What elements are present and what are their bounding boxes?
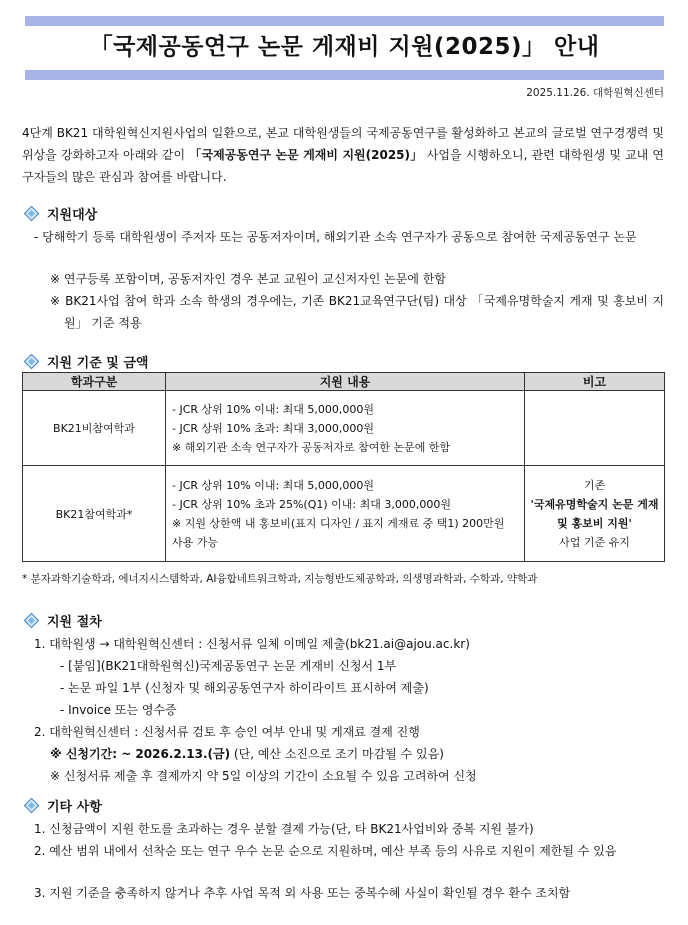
table-row [23, 391, 665, 466]
diamond-bullet-icon [24, 798, 40, 814]
diamond-bullet-icon [24, 206, 40, 222]
row-content: - JCR 상위 10% 이내: 최대 5,000,000원 - JCR 상위 10% 초과 25%(Q1) 이내: 최대 3,000,000원 ※ 지원 상한액 내 홍보비(표지 디자인 / 표지 게재료 중 택1) 200만원 사용 가능 [166, 466, 525, 562]
section-criteria-heading: 지원 기준 및 금액 [22, 352, 148, 371]
row-content: - JCR 상위 10% 이내: 최대 5,000,000원 - JCR 상위 10% 초과: 최대 3,000,000원 ※ 해외기관 소속 연구자가 공동저자로 참여한 논문에 한함 [166, 391, 525, 466]
title-bottom-band [25, 70, 664, 80]
procedure-step-1: 1. 대학원생 → 대학원혁신센터 : 신청서류 일체 이메일 제출(bk21.ai@ajou.ac.kr) [34, 637, 470, 651]
eligibility-line: - 당해학기 등록 대학원생이 주저자 또는 공동저자이며, 해외기관 소속 연구자가 공동으로 참여한 국제공동연구 논문 [34, 230, 637, 244]
row-dept: BK21비참여학과 [23, 391, 166, 466]
diamond-bullet-icon [24, 354, 40, 370]
table-row [23, 466, 665, 562]
procedure-note: ※ 신청서류 제출 후 결제까지 약 5일 이상의 기간이 소요될 수 있음 고려하여 신청 [50, 769, 477, 783]
eligibility-note-2: ※ BK21사업 참여 학과 소속 학생의 경우에는, 기존 BK21교육연구단(팀) 대상 「국제유명학술지 게재 및 홍보비 지원」 기준 적용 [50, 294, 664, 330]
diamond-bullet-icon [24, 613, 40, 629]
misc-item-1: 1. 신청금액이 지원 한도를 초과하는 경우 분할 결제 가능(단, 타 BK21사업비와 중복 지원 불가) [34, 822, 534, 836]
application-period: ※ 신청기간: ~ 2026.2.13.(금) (단, 예산 소진으로 조기 마감될 수 있음) [50, 747, 444, 761]
eligibility-note-1: ※ 연구등록 포함이며, 공동저자인 경우 본교 교원이 교신저자인 논문에 한함 [50, 272, 446, 286]
intro-program-name: 「국제공동연구 논문 게재비 지원(2025)」 [189, 148, 423, 162]
section-misc-heading: 기타 사항 [22, 796, 102, 815]
intro-paragraph [22, 122, 664, 188]
procedure-sub-3: - Invoice 또는 영수증 [60, 703, 177, 717]
criteria-table [22, 372, 665, 562]
header-content: 지원 내용 [166, 373, 525, 391]
section-procedure-heading: 지원 절차 [22, 611, 102, 630]
section-eligibility-heading: 지원대상 [22, 204, 97, 223]
procedure-step-2: 2. 대학원혁신센터 : 신청서류 검토 후 승인 여부 안내 및 게재료 결제 진행 [34, 725, 420, 739]
table-header-row [23, 373, 665, 391]
procedure-sub-1: - [붙임](BK21대학원혁신)국제공동연구 논문 게재비 신청서 1부 [60, 659, 397, 673]
page-title: 「국제공동연구 논문 게재비 지원(2025)」 안내 [89, 34, 600, 60]
participating-dept-footnote: * 분자과학기술학과, 에너지시스템학과, AI융합네트워크학과, 지능형반도체공학과, 의생명과학과, 수학과, 약학과 [22, 573, 538, 585]
row-dept: BK21참여학과* [23, 466, 166, 562]
title-top-band [25, 16, 664, 26]
misc-item-3: 3. 지원 기준을 충족하지 않거나 추후 사업 목적 외 사용 또는 중복수혜 사실이 확인될 경우 환수 조치함 [34, 886, 571, 900]
row-note: 기존 '국제유명학술지 논문 게재 및 홍보비 지원' 사업 기준 유지 [525, 466, 665, 562]
header-dept: 학과구분 [23, 373, 166, 391]
issue-date: 2025.11.26. 대학원혁신센터 [526, 87, 664, 99]
header-note: 비고 [525, 373, 665, 391]
row-note [525, 391, 665, 466]
misc-item-2: 2. 예산 범위 내에서 선착순 또는 연구 우수 논문 순으로 지원하며, 예산 부족 등의 사유로 지원이 제한될 수 있음 [34, 844, 617, 858]
intro-text-after: 사업을 시행하오니, 관련 대학원생 및 교내 연구자들의 많은 관심과 참여를 바랍니다. [22, 148, 664, 184]
procedure-sub-2: - 논문 파일 1부 (신청자 및 해외공동연구자 하이라이트 표시하여 제출) [60, 681, 429, 695]
intro-text-before: 4단계 BK21 대학원혁신지원사업의 일환으로, 본교 대학원생들의 국제공동연구를 활성화하고 본교의 글로벌 연구경쟁력 및 위상을 강화하고자 아래와 같이 [22, 126, 664, 162]
